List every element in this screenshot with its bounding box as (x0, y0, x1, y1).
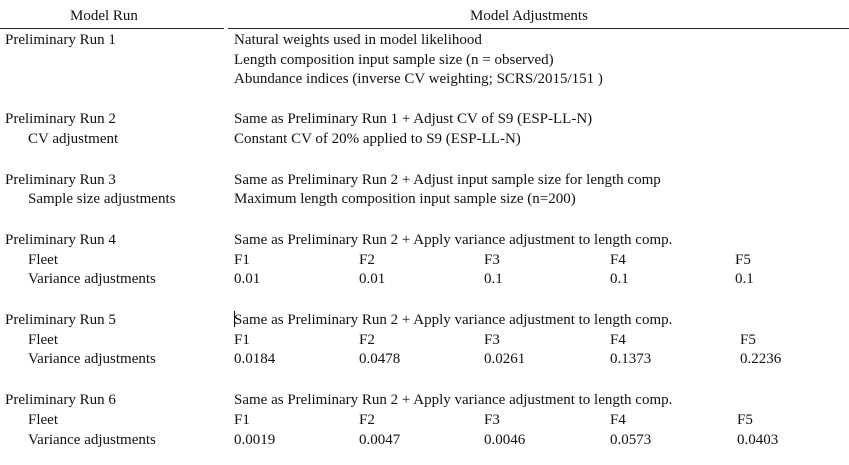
run3-line-2: Maximum length composition input sample size (n=200) (234, 191, 576, 207)
run5-label: Preliminary Run 5 (5, 312, 116, 328)
run6-value-f3: 0.0046 (484, 432, 526, 448)
header-rule-left (0, 28, 224, 29)
header-model-run: Model Run (70, 8, 138, 24)
run2-sublabel: CV adjustment (28, 131, 119, 147)
run6-label: Preliminary Run 6 (5, 392, 116, 408)
run5-fleet-f5: F5 (740, 332, 756, 348)
run1-line-1: Natural weights used in model likelihood (234, 32, 482, 48)
run4-value-f1: 0.01 (234, 271, 261, 287)
run3-line-1: Same as Preliminary Run 2 + Adjust input sample size for length comp (234, 172, 661, 188)
header-rule-right (228, 28, 849, 29)
run1-line-2: Length composition input sample size (n = observed) (234, 52, 554, 68)
run5-fleet-f1: F1 (234, 332, 250, 348)
run5-variance-label: Variance adjustments (28, 351, 156, 367)
run1-line-3: Abundance indices (inverse CV weighting; SCRS/2015/151 ) (234, 71, 603, 87)
run5-value-f5: 0.2236 (740, 351, 782, 367)
run6-variance-label: Variance adjustments (28, 432, 156, 448)
run4-fleet-f1: F1 (234, 252, 250, 268)
run5-value-f1: 0.0184 (234, 351, 276, 367)
run5-fleet-label: Fleet (28, 332, 58, 348)
run6-fleet-f1: F1 (234, 412, 250, 428)
run6-value-f5: 0.0403 (737, 432, 779, 448)
run6-fleet-f3: F3 (484, 412, 500, 428)
run5-fleet-f4: F4 (610, 332, 626, 348)
run4-value-f3: 0.1 (484, 271, 503, 287)
run6-fleet-f2: F2 (359, 412, 375, 428)
run6-fleet-f4: F4 (610, 412, 626, 428)
run2-line-1: Same as Preliminary Run 1 + Adjust CV of S9 (ESP-LL-N) (234, 111, 593, 127)
run4-line: Same as Preliminary Run 2 + Apply variance adjustment to length comp. (234, 232, 673, 248)
run4-value-f4: 0.1 (610, 271, 629, 287)
run6-fleet-f5: F5 (737, 412, 753, 428)
run2-label: Preliminary Run 2 (5, 111, 116, 127)
run6-fleet-label: Fleet (28, 412, 58, 428)
run6-value-f2: 0.0047 (359, 432, 401, 448)
run6-line: Same as Preliminary Run 2 + Apply variance adjustment to length comp. (234, 392, 673, 408)
run4-fleet-f3: F3 (484, 252, 500, 268)
run3-label: Preliminary Run 3 (5, 172, 116, 188)
run4-fleet-label: Fleet (28, 252, 58, 268)
run1-label: Preliminary Run 1 (5, 32, 116, 48)
run4-variance-label: Variance adjustments (28, 271, 156, 287)
run4-fleet-f2: F2 (359, 252, 375, 268)
run6-value-f4: 0.0573 (610, 432, 652, 448)
run4-fleet-f5: F5 (735, 252, 751, 268)
run5-value-f2: 0.0478 (359, 351, 401, 367)
run6-value-f1: 0.0019 (234, 432, 276, 448)
header-model-adjustments: Model Adjustments (470, 8, 588, 24)
run2-line-2: Constant CV of 20% applied to S9 (ESP-LL-N) (234, 131, 521, 147)
run5-line: Same as Preliminary Run 2 + Apply variance adjustment to length comp. (234, 312, 673, 328)
run4-fleet-f4: F4 (610, 252, 626, 268)
run4-value-f5: 0.1 (735, 271, 754, 287)
run5-fleet-f2: F2 (359, 332, 375, 348)
run5-value-f4: 0.1373 (610, 351, 652, 367)
run5-value-f3: 0.0261 (484, 351, 526, 367)
run5-fleet-f3: F3 (484, 332, 500, 348)
run4-label: Preliminary Run 4 (5, 232, 116, 248)
run3-sublabel: Sample size adjustments (28, 191, 176, 207)
run4-value-f2: 0.01 (359, 271, 386, 287)
